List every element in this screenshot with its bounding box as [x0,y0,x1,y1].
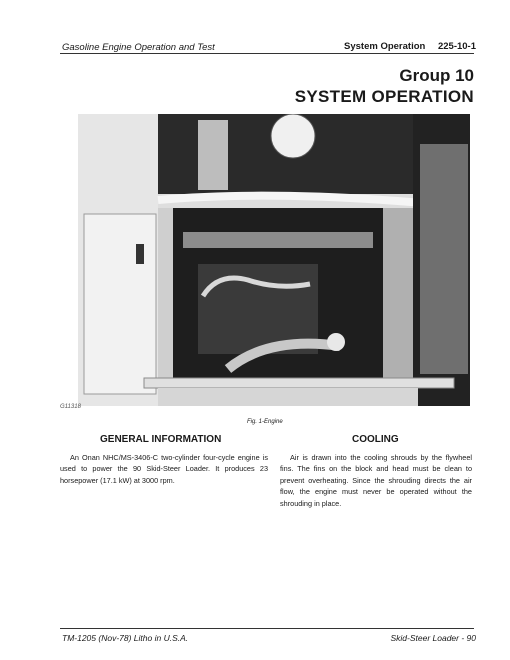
general-information-heading: GENERAL INFORMATION [100,434,222,445]
general-information-body: An Onan NHC/MS-3406-C two-cylinder four-cycle engine is used to power the 90 Skid-Steer Loader. It produces 23 horsepower (17.1 kW) at 3000 rpm. [60,453,268,485]
footer-rule [60,628,474,629]
cooling-body: Air is drawn into the cooling shrouds by the flywheel fins. The fins on the block and head must be clean to prevent overheating. Since the shrouding directs the air flow, the engine must never be operated without the shrouding in place. [280,453,472,508]
header-section-name: System Operation [344,41,426,52]
running-header-section [344,41,476,52]
running-header-title: Gasoline Engine Operation and Test [62,42,215,53]
header-rule [60,53,474,54]
cooling-heading: COOLING [352,434,399,445]
engine-photo [78,114,470,406]
footer-product: Skid-Steer Loader - 90 [390,633,476,643]
figure-image-id: G11318 [60,404,81,410]
section-title: SYSTEM OPERATION [294,87,474,106]
footer-publication: TM-1205 (Nov-78) Litho in U.S.A. [62,633,189,643]
group-title: Group 10 [399,66,474,85]
header-page-code: 225-10-1 [437,41,476,52]
figure-caption: Fig. 1-Engine [247,419,283,425]
